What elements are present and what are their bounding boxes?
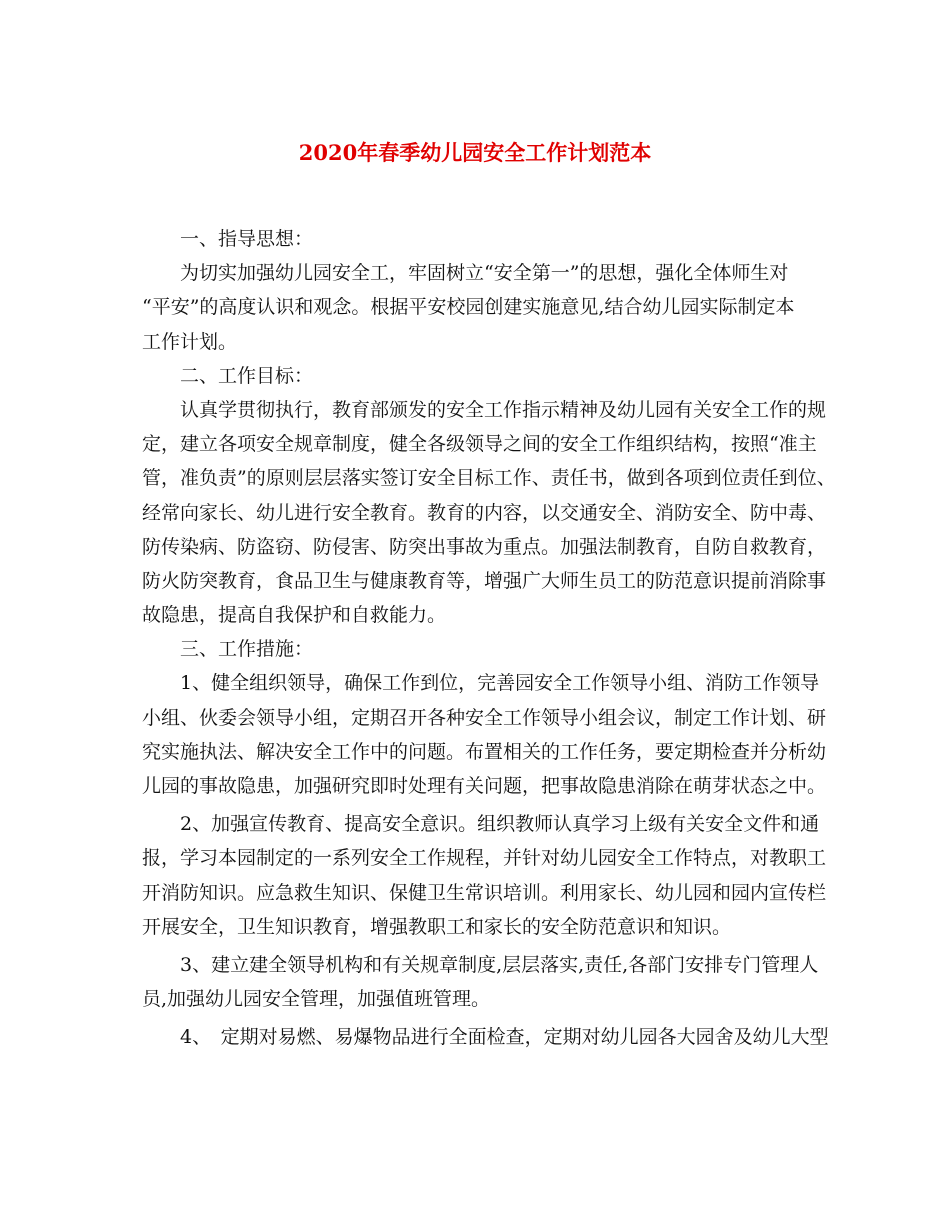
paragraph-line: 报，学习本园制定的一系列安全工作规程，并针对幼儿园安全工作特点，对教职工 [142,847,827,870]
paragraph-line: 为切实加强幼儿园安全工，牢固树立“安全第一”的思想，强化全体师生对 [142,262,789,285]
document-body [142,222,836,1055]
paragraph-line: 工作计划。 [142,330,238,353]
paragraph-line: 儿园的事故隐患，加强研究即时处理有关问题，把事故隐患消除在萌芽状态之中。 [142,775,827,797]
paragraph-line: 故隐患，提高自我保护和自救能力。 [142,604,447,627]
paragraph-line: 究实施执法、解决安全工作中的问题。布置相关的工作任务，要定期检查并分析幼 [142,740,827,763]
paragraph-line: 4、 定期对易燃、易爆物品进行全面检查，定期对幼儿园各大园舍及幼儿大型 [142,1026,829,1049]
paragraph-line: 小组、伙委会领导小组，定期召开各种安全工作领导小组会议，制定工作计划、研 [142,706,827,729]
section-heading-3: 三、工作措施： [142,638,314,661]
paragraph-line: 防火防突教育，食品卫生与健康教育等，增强广大师生员工的防范意识提前消除事 [142,569,827,592]
paragraph-line: 2、加强宣传教育、提高安全意识。组织教师认真学习上级有关安全文件和通 [142,813,820,836]
paragraph-line: 管，准负责”的原则层层落实签订安全目标工作、责任书，做到各项到位责任到位、 [142,467,836,490]
paragraph-line: 防传染病、防盗窃、防侵害、防突出事故为重点。加强法制教育，自防自救教育， [142,535,827,558]
paragraph-line: 开展安全，卫生知识教育，增强教职工和家长的安全防范意识和知识。 [142,915,732,938]
paragraph-line: 1、健全组织领导，确保工作到位，完善园安全工作领导小组、消防工作领导 [142,672,820,695]
section-heading-1: 一、指导思想： [142,228,314,250]
paragraph-line: 3、建立建全领导机构和有关规章制度,层层落实,责任,各部门安排专门管理人 [142,953,819,976]
paragraph-line: 认真学贯彻执行，教育部颁发的安全工作指示精神及幼儿园有关安全工作的规 [142,398,827,421]
paragraph-line: “平安”的高度认识和观念。根据平安校园创建实施意见,结合幼儿园实际制定本 [142,296,795,319]
section-heading-2: 二、工作目标： [142,364,314,387]
paragraph-line: 定，建立各项安全规章制度，健全各级领导之间的安全工作组织结构，按照“准主 [142,433,817,456]
paragraph-line: 员,加强幼儿园安全管理，加强值班管理。 [142,988,491,1011]
paragraph-line: 开消防知识。应急救生知识、保健卫生常识培训。利用家长、幼儿园和园内宣传栏 [142,881,827,904]
paragraph-line: 经常向家长、幼儿进行安全教育。教育的内容，以交通安全、消防安全、防中毒、 [142,501,827,524]
document-title: 2020年春季幼儿园安全工作计划范本 [298,140,652,165]
